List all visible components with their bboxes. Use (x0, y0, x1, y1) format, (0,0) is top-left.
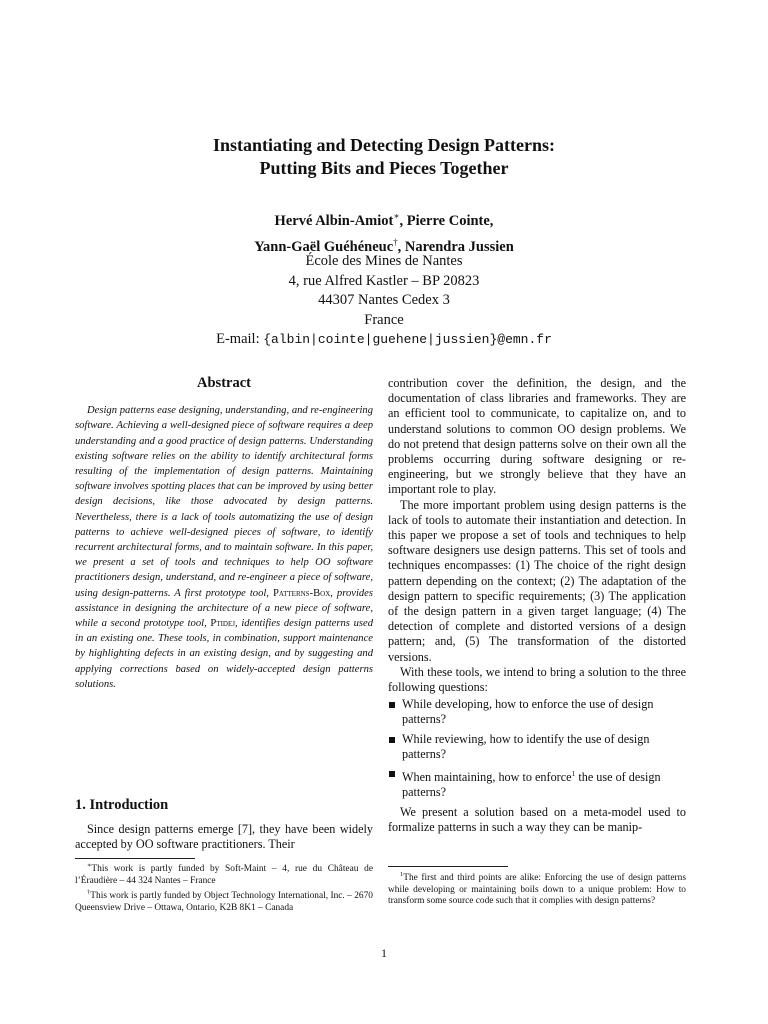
footnote-marker: ∗ (393, 211, 400, 221)
email-address: {albin|cointe|guehene|jussien}@emn.fr (263, 332, 552, 347)
introduction-heading: 1. Introduction (75, 797, 169, 813)
paper-title (0, 134, 768, 180)
list-item-text: While reviewing, how to identify the use of design patterns? (402, 731, 650, 761)
abstract-heading: Abstract (197, 375, 251, 391)
author-name: , Narendra Jussien (397, 238, 514, 255)
email-line (0, 330, 768, 350)
list-item (388, 697, 686, 727)
title-line-1: Instantiating and Detecting Design Patterns: (213, 135, 555, 155)
author-list (0, 206, 768, 258)
paragraph: The more important problem using design patterns is the lack of tools to automate their instantiation and detection. In this paper we propose a set of tools and techniques to help software designers use design patterns. This set of tools and techniques encompasses: (1) The choice of the right design pattern depending on the context; (2) The adaptation of the design pattern to specific requirements; (3) The application of the design pattern in a given target language; (4) The detection of complete and distorted versions of a design pattern; and, (5) The transformation of the distorted versions. (388, 497, 686, 664)
abstract-text-part: , provides assistance in designing the architecture of a new piece of software, while a second prototype tool, (75, 587, 374, 630)
list-item-text: When maintaining, how to enforce (402, 770, 572, 785)
footnote-text: This work is partly funded by Soft-Maint – 4, rue du Château de l’Éraudière – 44 324 Nantes – France (75, 864, 373, 886)
footnote-1 (75, 860, 373, 887)
footnote-text: The first and third points are alike: Enforcing the use of design patterns while developing or maintaining boils down to a unique problem: How to transform some source code such that it complies with design patterns? (388, 873, 686, 907)
author-name: , Pierre Cointe, (399, 212, 494, 229)
footnote-marker: 1 (400, 871, 404, 878)
page-number: 1 (381, 946, 387, 960)
authors-line-1 (0, 206, 768, 232)
abstract-section (75, 376, 373, 692)
footnote-text: This work is partly funded by Object Technology International, Inc. – 2670 Queensview Drive – Ottawa, Ontario, K2B 8K1 – Canada (75, 891, 373, 914)
footnote-rule-right (388, 866, 508, 867)
question-list (388, 697, 686, 800)
introduction-text: Since design patterns emerge [7], they have been widely accepted by OO software practitioners. Their (75, 822, 373, 852)
square-bullet-icon (389, 737, 395, 743)
square-bullet-icon (389, 771, 395, 777)
footnote-marker: ∗ (87, 862, 92, 869)
footnote-3 (388, 869, 686, 908)
footnotes-right (388, 869, 686, 908)
affiliation-street: 4, rue Alfred Kastler – BP 20823 (288, 272, 480, 289)
tool-name-patternsbox: Patterns-Box (272, 587, 331, 599)
author-name: Hervé Albin-Amiot (274, 212, 394, 229)
abstract-text-part: Design patterns ease designing, understanding, and re-engineering software. Achieving a well-designed piece of software requires a deep understanding and a good practice of design patterns. Understanding existing software relies on the ability to identify architectural forms resulting of the implementation of design patterns. Maintaining software involves spotting places that can be improved by using better design decisions, like those advocated by design patterns. Nevertheless, there is a lack of tools automatizing the use of design patterns to achieve well-designed pieces of software, to identify recurrent architectural forms, and to maintain software. In this paper, we present a set of tools and techniques to help OO software practitioners design, understand, and re-engineer a piece of software, using design-patterns. A first prototype tool, (75, 405, 373, 599)
affiliation-city: 44307 Nantes Cedex 3 (318, 292, 450, 308)
list-item-text: While developing, how to enforce the use of design patterns? (402, 697, 654, 727)
paragraph: contribution cover the definition, the design, and the documentation of class libraries and frameworks. They are an efficient tool to communicate, to capitalize on, and to understand solutions to common OO design problems. We do not pretend that design patterns solve on their own all the problems occurring during software designing or re-engineering, but we strongly believe that they have an important role to play. (388, 376, 686, 497)
footnotes-left (75, 860, 373, 915)
body-right-column (388, 376, 686, 835)
title-line-2: Putting Bits and Pieces Together (259, 158, 509, 178)
paragraph: We present a solution based on a meta-model used to formalize patterns in such a way they can be manip- (388, 804, 686, 834)
footnote-marker: † (393, 236, 398, 247)
footnote-2 (75, 887, 373, 914)
affiliation-country: France (364, 311, 404, 328)
list-item (388, 732, 686, 762)
abstract-text-part: , identifies design patterns used in an existing one. These tools, in combination, support maintenance by highlighting defects in an existing design, and by suggesting and applying corrections based on widely-accepted design patterns solutions. (75, 618, 373, 690)
affiliation-block (0, 252, 768, 350)
abstract-text (75, 403, 373, 692)
paragraph: With these tools, we intend to bring a solution to the three following questions: (388, 664, 686, 695)
author-name: Yann-Gaël Guéhéneuc (254, 238, 394, 255)
footnote-marker: † (87, 889, 91, 897)
list-item (388, 766, 686, 800)
email-label: E-mail: (216, 331, 264, 347)
footnote-rule-left (75, 858, 195, 859)
list-item-text: the use of design patterns? (402, 770, 661, 800)
footnote-marker: 1 (571, 769, 576, 779)
affiliation-school: École des Mines de Nantes (305, 253, 463, 269)
tool-name-ptidej: Ptidej (210, 618, 235, 630)
square-bullet-icon (389, 702, 395, 708)
